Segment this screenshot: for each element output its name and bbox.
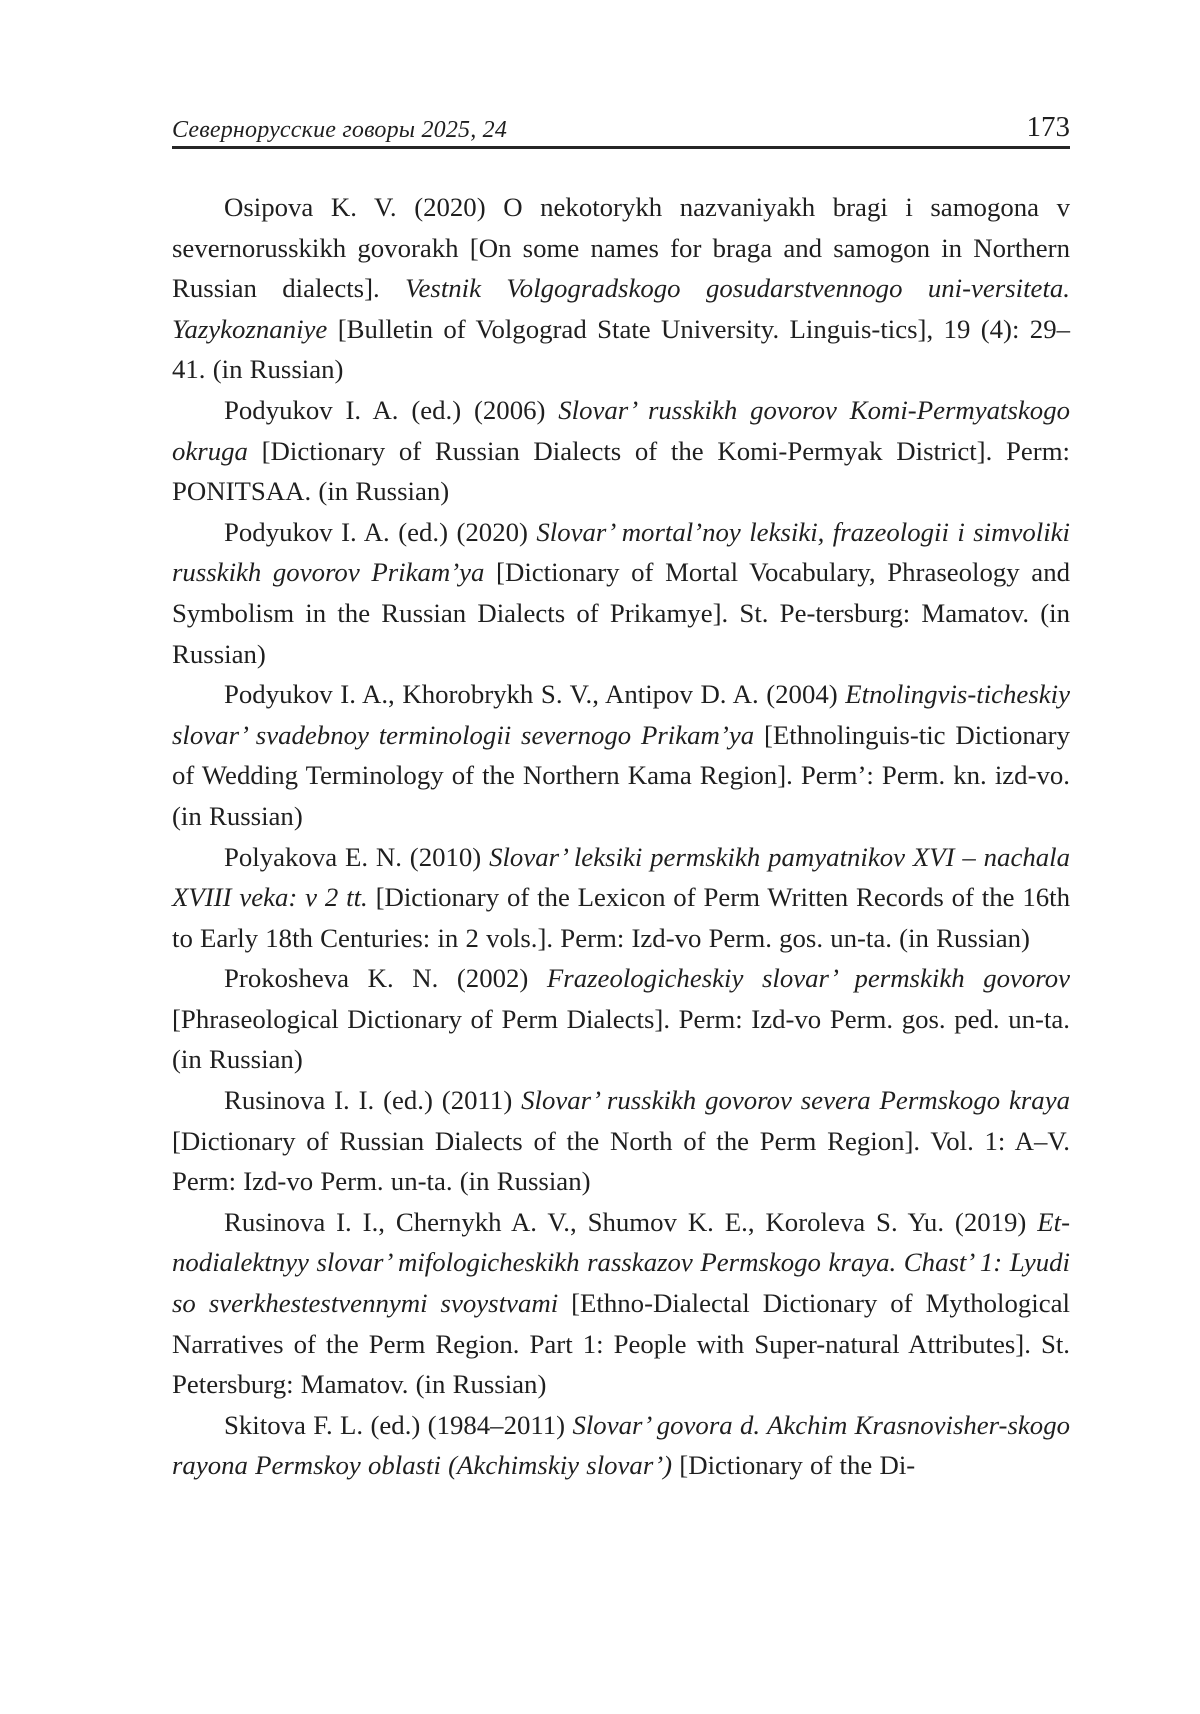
- reference-authors: Podyukov I. A. (ed.) (2020): [224, 516, 537, 547]
- reference-title: Vestnik Volgogradskogo gosudarstvennogo uni-versiteta. Yazykoznaniye: [172, 273, 1070, 344]
- reference-details: [Ethnolinguis-tic Dictionary of Wedding Terminology of the Northern Kama Region]. Perm’: Perm. kn. izd-vo. (in Russian): [172, 719, 1070, 831]
- reference-details: [Dictionary of Russian Dialects of the Komi-Permyak District]. Perm: PONITSAA. (in Russian): [172, 435, 1070, 507]
- reference-details: [Bulletin of Volgograd State University. Linguis-tics], 19 (4): 29–41. (in Russian): [172, 313, 1070, 385]
- reference-entry-podyukov-2020: [172, 512, 1070, 674]
- reference-list: [172, 187, 1070, 1486]
- reference-authors: Rusinova I. I., Chernykh A. V., Shumov K. E., Koroleva S. Yu. (2019): [224, 1206, 1038, 1237]
- reference-entry-prokosheva-2002: [172, 958, 1070, 1080]
- reference-title: Slovar’ leksiki permskikh pamyatnikov XVI – nachala XVIII veka: v 2 tt.: [172, 841, 1070, 913]
- reference-entry-podyukov-2006: [172, 390, 1070, 512]
- reference-authors: Polyakova E. N. (2010): [224, 841, 490, 872]
- reference-title: Et-nodialektnyy slovar’ mifologicheskikh rasskazov Permskogo kraya. Chast’ 1: Lyudi so sverkhestestvennymi svoystvami: [172, 1206, 1070, 1319]
- reference-authors: Podyukov I. A., Khorobrykh S. V., Antipov D. A. (2004): [224, 679, 846, 710]
- reference-details: [Dictionary of the Lexicon of Perm Written Records of the 16th to Early 18th Centuries: in 2 vols.]. Perm: Izd-vo Perm. gos. un-ta. (in Russian): [172, 882, 1070, 953]
- reference-entry-rusinova-2011: [172, 1080, 1070, 1202]
- reference-title: Slovar’ mortal’noy leksiki, frazeologii i simvoliki russkikh govorov Prikam’ya: [172, 516, 1070, 588]
- reference-title: Frazeologicheskiy slovar’ permskikh govorov: [546, 963, 1071, 994]
- reference-title: Etnolingvis-ticheskiy slovar’ svadebnoy terminologii severnogo Prikam’ya: [172, 679, 1070, 750]
- page-number: 173: [1026, 111, 1070, 143]
- reference-details: [Dictionary of Mortal Vocabulary, Phraseology and Symbolism in the Russian Dialects of Prikamye]. St. Pe-tersburg: Mamatov. (in Russian): [172, 557, 1070, 669]
- reference-title: Slovar’ russkikh govorov Komi-Permyatskogo okruga: [172, 394, 1070, 466]
- reference-title: Slovar’ govora d. Akchim Krasnovisher-skogo rayona Permskoy oblasti (Akchimskiy slovar’): [172, 1409, 1070, 1481]
- reference-authors: Skitova F. L. (ed.) (1984–2011): [224, 1409, 573, 1440]
- reference-entry-skitova-1984: [172, 1405, 1070, 1486]
- reference-authors: Prokosheva K. N. (2002): [224, 963, 547, 994]
- reference-authors: Osipova K. V. (2020) O nekotorykh nazvaniyakh bragi i samogona v severnorusskikh govorakh [On some names for braga and samogon in Northern Russian dialects].: [172, 192, 1070, 304]
- reference-entry-rusinova-2019: [172, 1202, 1070, 1405]
- reference-entry-polyakova-2010: [172, 837, 1070, 959]
- reference-details: [Phraseological Dictionary of Perm Dialects]. Perm: Izd-vo Perm. gos. ped. un-ta. (in Russian): [172, 1003, 1070, 1075]
- reference-details: [Dictionary of the Di-: [672, 1450, 916, 1481]
- reference-entry-osipova-2020: [172, 187, 1070, 390]
- reference-entry-podyukov-2004: [172, 674, 1070, 836]
- reference-details: [Ethno-Dialectal Dictionary of Mythological Narratives of the Perm Region. Part 1: People with Super-natural Attributes]. St. Petersburg: Mamatov. (in Russian): [172, 1288, 1070, 1400]
- reference-title: Slovar’ russkikh govorov severa Permskogo kraya: [521, 1085, 1070, 1116]
- reference-authors: Rusinova I. I. (ed.) (2011): [224, 1085, 522, 1116]
- journal-title: Севернорусские говоры 2025, 24: [172, 117, 508, 143]
- reference-authors: Podyukov I. A. (ed.) (2006): [224, 394, 559, 425]
- page: [172, 98, 1070, 1486]
- running-header: [172, 98, 1070, 149]
- reference-details: [Dictionary of Russian Dialects of the North of the Perm Region]. Vol. 1: A–V. Perm: Izd-vo Perm. un-ta. (in Russian): [172, 1125, 1070, 1197]
